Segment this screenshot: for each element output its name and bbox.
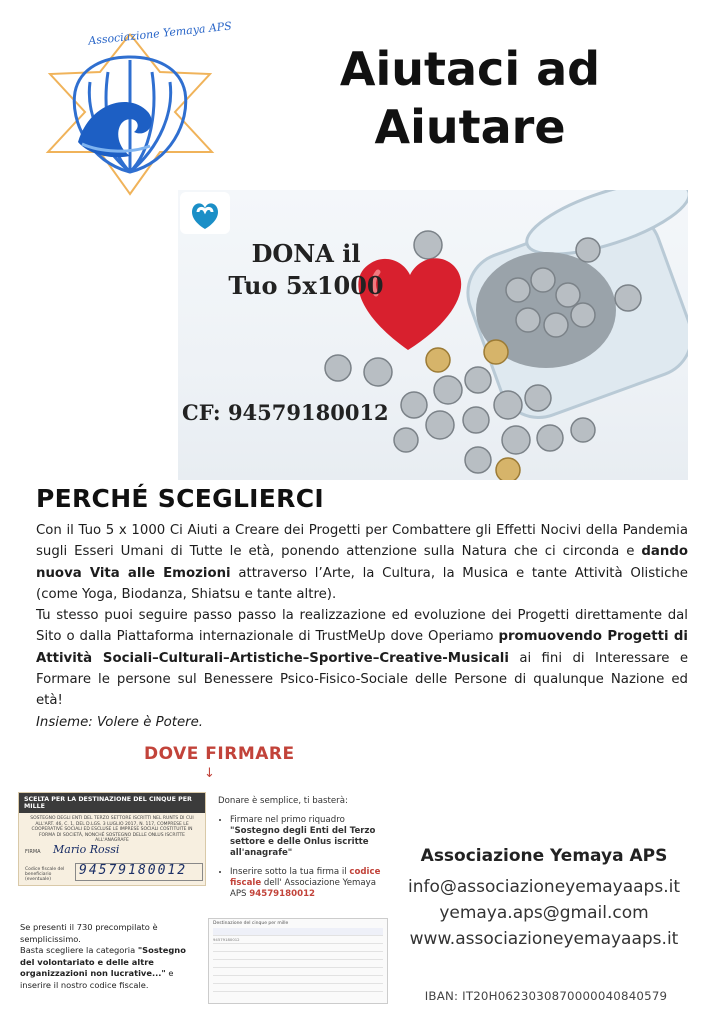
p1-text-a: Con il Tuo 5 x 1000 Ci Aiuti a Creare dei Progetti per Combattere gli Effetti Nocivi della Pandemia sugli Esseri Umani di Tutte le età, ponendo attenzione sulla Natura che ci circonda e: [36, 523, 688, 560]
form2-row: [213, 968, 383, 976]
note-bold: "Sostegno del volontariato e delle altre organizzazioni non lucrative...": [20, 945, 186, 978]
step1-bold: "Sostegno degli Enti del Terzo settore e delle Onlus iscritte all'anagrafe": [230, 826, 376, 858]
tax-form-fine-print: SOSTEGNO DEGLI ENTI DEL TERZO SETTORE ISCRITTI NEL RUNTS DI CUI ALL'ART. 46, C. 1, DEL D.LGS. 3 LUGLIO 2017, N. 117, COMPRESE LE COOPERATIVE SOCIALI ED ESCLUSE LE IMPRESE SOCIALI COSTITUITE IN FORMA DI SOCIETÀ, NONCHÉ SOSTEGNO DELLE ONLUS ISCRITTE ALL'ANAGRAFE: [30, 816, 194, 843]
tax-form-example: [18, 792, 206, 886]
note-text-c: e inserire il nostro codice fiscale.: [20, 968, 174, 990]
step2-red: codice fiscale: [230, 867, 381, 888]
headline: [300, 40, 640, 156]
p2-text-b: ai fini di Interessare e Formare le persone sul Benessere Psico-Fisico-Sociale delle Persone di qualunque Nazione ed età!: [36, 650, 689, 709]
tax-form-header: SCELTA PER LA DESTINAZIONE DEL CINQUE PER MILLE: [19, 793, 205, 813]
tax-form-signature: Mario Rossi: [53, 843, 120, 856]
p2-bold: promuovendo Progetti di Attività Sociali–Culturali–Artistiche–Sportive–Creative-Musicali: [36, 629, 688, 666]
p2-text-a: Tu stesso puoi seguire passo passo la realizzazione ed evoluzione dei Progetti direttamente dal Sito o dalla Piattaforma internazionale di TrustMeUp dove Operiamo: [36, 608, 688, 645]
paragraph-3: Insieme: Volere è Potere.: [36, 714, 204, 730]
firma-step-1: [230, 815, 394, 859]
firma-intro: Donare è semplice, ti basterà:: [218, 796, 348, 806]
logo-text: Associazione Yemaya APS: [87, 19, 233, 48]
logo: [30, 12, 233, 202]
firma-step-2: [230, 867, 394, 900]
contacts-email-gmail[interactable]: yemaya.aps@gmail.com: [439, 903, 649, 923]
note-line-a: Se presenti il 730 precompilato è semplicissimo.: [20, 922, 158, 944]
firma-instructions: [218, 796, 394, 908]
precompiled-730-form: [208, 918, 388, 1004]
tax-form-cf-label: Codice fiscale del beneficiario (eventuale): [25, 867, 65, 882]
step1-text: Firmare nel primo riquadro: [230, 815, 345, 825]
paragraph-2: [36, 605, 688, 711]
dove-firmare-title: DOVE FIRMARE: [144, 744, 295, 764]
contacts-email-info[interactable]: info@associazioneyemayaaps.it: [407, 877, 681, 897]
hero-dona-line-2: Tuo 5x1000: [228, 271, 384, 300]
iban: IBAN: IT20H0623030870000040840579: [424, 989, 668, 1003]
hero-cf: CF: 94579180012: [182, 400, 389, 425]
form2-cf: 94579180012: [213, 936, 383, 944]
firma-steps: [218, 815, 394, 900]
hero-dona-line-1: DONA il: [251, 239, 361, 268]
arrow-down-icon: ↓: [204, 766, 215, 781]
step2-cf: 94579180012: [249, 889, 316, 899]
section-title: PERCHÉ SCEGLIERCI: [36, 484, 324, 513]
note-line-b: [20, 945, 200, 991]
form2-header: Destinazione del cinque per mille: [213, 921, 289, 926]
paragraph-1: [36, 520, 688, 605]
step2-text-a: Inserire sotto la tua firma il: [230, 867, 350, 877]
body-text: [36, 520, 688, 733]
hero-dona-text: [206, 238, 406, 302]
contacts-website[interactable]: www.associazioneyemayaaps.it: [409, 929, 679, 949]
heart-and-coin-jar-illustration: [178, 190, 688, 480]
form2-row: [213, 976, 383, 984]
tax-form-cf-value: 94579180012: [79, 863, 188, 878]
tax-form-firma-label: FIRMA: [25, 849, 41, 855]
note-text-b: Basta scegliere la categoria: [20, 945, 138, 955]
form2-row: [213, 960, 383, 968]
hero-image: [178, 190, 688, 480]
headline-line-1: Aiutaci ad: [339, 42, 601, 96]
contacts: [396, 846, 692, 952]
contacts-org-name: Associazione Yemaya APS: [420, 846, 668, 866]
form2-row-selected: [213, 928, 383, 936]
trustmeup-logo-icon: [178, 190, 232, 236]
step2-text-b: dell' Associazione Yemaya APS: [230, 878, 376, 899]
form2-row: [213, 984, 383, 992]
headline-line-2: Aiutare: [374, 100, 566, 154]
form2-row: [213, 952, 383, 960]
p1-text-b: attraverso l’Arte, la Cultura, la Musica e tante Attività Olistiche (come Yoga, Biodanza, Shiatsu e tante altre).: [36, 565, 688, 602]
form2-row: [213, 944, 383, 952]
firma-730-note: [20, 922, 200, 991]
p1-bold: dando nuova Vita alle Emozioni: [36, 544, 688, 581]
dove-firmare-panel: [14, 742, 394, 1012]
